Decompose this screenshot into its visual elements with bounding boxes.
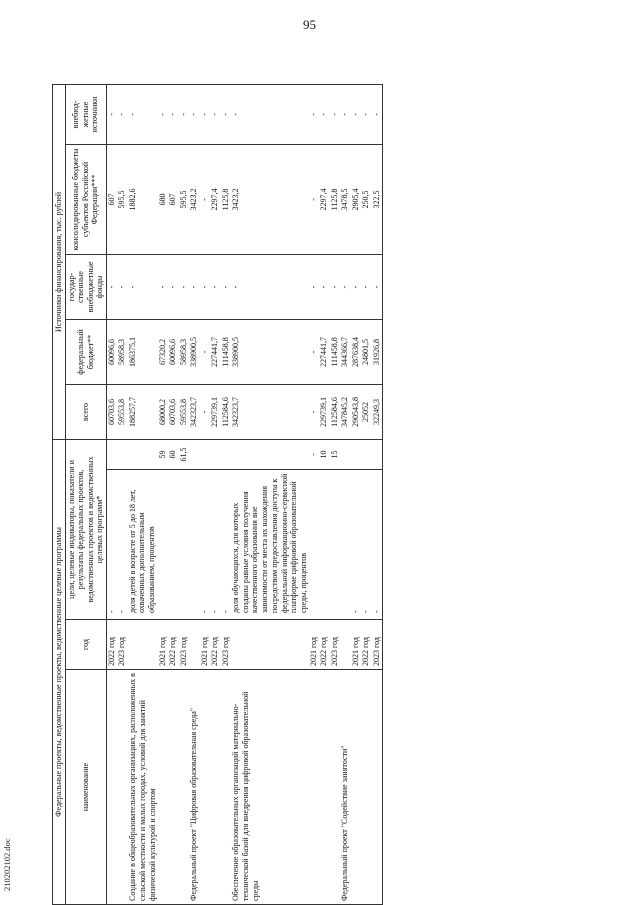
row-regional-budgets: 1125,8 <box>221 144 232 254</box>
row-indicator: - <box>372 470 383 620</box>
row-name <box>117 670 128 905</box>
row-regional-budgets: 607 <box>106 144 117 254</box>
row-indicator <box>330 470 341 620</box>
row-regional-budgets: 2297,4 <box>319 144 330 254</box>
header-funds: государ- ственные внебюджетные фонды <box>65 254 106 319</box>
row-indicator: - <box>210 470 221 620</box>
row-federal-budget: 338900,5 <box>231 319 309 384</box>
row-extrabudgetary-funds: - <box>351 254 362 319</box>
row-total: 347845,2 <box>340 384 351 439</box>
row-year: 2023 год <box>330 620 341 670</box>
row-indicator <box>319 470 330 620</box>
row-regional-budgets: 3478,5 <box>340 144 351 254</box>
table-row <box>319 84 330 904</box>
row-federal-budget: 67320,2 <box>158 319 169 384</box>
row-indicator-value: - <box>309 439 320 469</box>
row-other-sources: - <box>210 84 221 144</box>
row-year: 2023 год <box>221 620 232 670</box>
row-regional-budgets: 2297,4 <box>210 144 221 254</box>
row-year: 2022 год <box>168 620 179 670</box>
row-total: 188257,7 <box>128 384 158 439</box>
row-indicator-value <box>221 439 232 469</box>
row-extrabudgetary-funds: - <box>372 254 383 319</box>
row-other-sources: - <box>106 84 117 144</box>
row-extrabudgetary-funds: - <box>361 254 372 319</box>
row-total: 25052 <box>361 384 372 439</box>
row-other-sources: - <box>309 84 320 144</box>
row-name <box>351 670 362 905</box>
row-name: Федеральный проект "Содействие занятости" <box>340 670 351 905</box>
row-indicator-value: 15 <box>330 439 341 469</box>
row-extrabudgetary-funds: - <box>221 254 232 319</box>
row-regional-budgets: 3423,2 <box>231 144 309 254</box>
row-total: 290543,8 <box>351 384 362 439</box>
table-row <box>200 84 211 904</box>
row-indicator: - <box>351 470 362 620</box>
row-year: 2023 год <box>117 620 128 670</box>
table-row <box>128 84 158 904</box>
table-body <box>106 84 383 904</box>
row-federal-budget: - <box>309 319 320 384</box>
row-regional-budgets: 2905,4 <box>351 144 362 254</box>
row-indicator-value: 61,5 <box>179 439 190 469</box>
row-name <box>221 670 232 905</box>
row-indicator <box>158 470 169 620</box>
table-row <box>372 84 383 904</box>
row-regional-budgets: 680 <box>158 144 169 254</box>
row-indicator <box>179 470 190 620</box>
row-extrabudgetary-funds: - <box>106 254 117 319</box>
row-indicator: - <box>117 470 128 620</box>
row-federal-budget: 227441,7 <box>319 319 330 384</box>
row-indicator-value <box>128 439 158 469</box>
footer-filename: 210202102.doc <box>2 838 12 891</box>
row-indicator-value <box>361 439 372 469</box>
row-year <box>189 620 200 670</box>
row-federal-budget: 60096,6 <box>106 319 117 384</box>
row-regional-budgets: 1125,8 <box>330 144 341 254</box>
row-indicator-value: 60 <box>168 439 179 469</box>
row-extrabudgetary-funds: - <box>128 254 158 319</box>
row-federal-budget: 31926,8 <box>372 319 383 384</box>
row-federal-budget: - <box>200 319 211 384</box>
row-other-sources: - <box>319 84 330 144</box>
row-other-sources: - <box>128 84 158 144</box>
header-year: год <box>65 620 106 670</box>
row-indicator-value <box>231 439 309 469</box>
table-row <box>158 84 169 904</box>
header-indicators: цели, целевые индикаторы, показатели и результаты федеральных проектов, ведомственных проектов и ведомственных целевых программ* <box>65 439 106 619</box>
row-year: 2021 год <box>351 620 362 670</box>
row-indicator-value <box>351 439 362 469</box>
row-total: - <box>200 384 211 439</box>
row-federal-budget: 186375,1 <box>128 319 158 384</box>
row-name <box>361 670 372 905</box>
row-regional-budgets: - <box>309 144 320 254</box>
financing-table <box>52 84 383 905</box>
row-federal-budget: 58958,3 <box>117 319 128 384</box>
row-federal-budget: 111458,8 <box>221 319 232 384</box>
row-federal-budget: 338900,5 <box>189 319 200 384</box>
row-total: 59553,8 <box>117 384 128 439</box>
row-year: 2022 год <box>319 620 330 670</box>
row-name <box>179 670 190 905</box>
row-indicator <box>340 470 351 620</box>
row-total: 68000,2 <box>158 384 169 439</box>
row-year: 2023 год <box>179 620 190 670</box>
row-total: 229739,1 <box>210 384 221 439</box>
row-extrabudgetary-funds: - <box>168 254 179 319</box>
row-other-sources: - <box>158 84 169 144</box>
row-name <box>158 670 169 905</box>
header-federal: федеральный бюджет** <box>65 319 106 384</box>
row-indicator: доля детей в возрасте от 5 до 18 лет, охваченных дополнительным образованием, процентов <box>128 470 158 620</box>
row-indicator-value <box>210 439 221 469</box>
table-row <box>231 84 309 904</box>
row-indicator <box>309 470 320 620</box>
row-indicator: - <box>200 470 211 620</box>
table-row <box>330 84 341 904</box>
row-federal-budget: 111458,8 <box>330 319 341 384</box>
header-sources: Источники финансирования, тыс. рублей <box>53 84 66 439</box>
rotated-table-area <box>52 85 632 905</box>
table-row <box>117 84 128 904</box>
row-total: 32249,3 <box>372 384 383 439</box>
row-other-sources: - <box>351 84 362 144</box>
table-row <box>189 84 200 904</box>
row-regional-budgets: 607 <box>168 144 179 254</box>
row-year: 2022 год <box>106 620 117 670</box>
row-regional-budgets: 322,5 <box>372 144 383 254</box>
row-regional-budgets: 1882,6 <box>128 144 158 254</box>
table-row <box>179 84 190 904</box>
row-total: 342323,7 <box>189 384 200 439</box>
row-year <box>340 620 351 670</box>
row-extrabudgetary-funds: - <box>179 254 190 319</box>
row-year: 2023 год <box>372 620 383 670</box>
row-extrabudgetary-funds: - <box>189 254 200 319</box>
row-other-sources: - <box>330 84 341 144</box>
row-indicator-value: 10 <box>319 439 330 469</box>
row-total: 60703,6 <box>168 384 179 439</box>
row-federal-budget: 227441,7 <box>210 319 221 384</box>
row-indicator-value <box>340 439 351 469</box>
row-total: 112584,6 <box>221 384 232 439</box>
row-year <box>128 620 158 670</box>
row-indicator-value <box>200 439 211 469</box>
row-total: 60703,6 <box>106 384 117 439</box>
row-indicator <box>189 470 200 620</box>
row-indicator: - <box>361 470 372 620</box>
row-name <box>200 670 211 905</box>
table-row <box>309 84 320 904</box>
header-other: внебюд- жетные источники <box>65 84 106 144</box>
row-year <box>231 620 309 670</box>
row-indicator: - <box>106 470 117 620</box>
header-name: наименование <box>65 670 106 905</box>
row-total: 59553,8 <box>179 384 190 439</box>
table-row <box>351 84 362 904</box>
row-total: 112584,6 <box>330 384 341 439</box>
row-year: 2021 год <box>309 620 320 670</box>
row-indicator <box>168 470 179 620</box>
row-other-sources: - <box>361 84 372 144</box>
row-regional-budgets: 3423,2 <box>189 144 200 254</box>
table-row <box>168 84 179 904</box>
row-indicator-value <box>372 439 383 469</box>
row-year: 2021 год <box>200 620 211 670</box>
row-federal-budget: 287638,4 <box>351 319 362 384</box>
row-name: Федеральный проект "Цифровая образовательная среда" <box>189 670 200 905</box>
row-regional-budgets: 595,5 <box>179 144 190 254</box>
row-other-sources: - <box>168 84 179 144</box>
row-name <box>330 670 341 905</box>
row-extrabudgetary-funds: - <box>200 254 211 319</box>
row-extrabudgetary-funds: - <box>340 254 351 319</box>
header-regional: консолидированные бюджеты субъектов Российской Федерации*** <box>65 144 106 254</box>
row-total: - <box>309 384 320 439</box>
row-federal-budget: 58958,3 <box>179 319 190 384</box>
row-year: 2022 год <box>210 620 221 670</box>
page-number: 95 <box>303 17 316 32</box>
row-name: Обеспечение образовательных организаций материально-технической базой для внедрения цифровой образовательной среды <box>231 670 309 905</box>
row-other-sources: - <box>221 84 232 144</box>
row-indicator: доля обучающихся, для которых созданы равные условия получения качественного образования вне зависимости от места их нахождения посредством предоставления доступа к федеральной информационно-сервисной платформе цифровой образовательной среды, процентов <box>231 470 309 620</box>
row-federal-budget: 24801,5 <box>361 319 372 384</box>
row-indicator-value <box>106 439 117 469</box>
row-indicator-value <box>117 439 128 469</box>
row-total: 229739,1 <box>319 384 330 439</box>
row-name <box>168 670 179 905</box>
row-other-sources: - <box>117 84 128 144</box>
table-row <box>221 84 232 904</box>
row-regional-budgets: 250,5 <box>361 144 372 254</box>
row-name: Создание в общеобразовательных организациях, расположенных в сельской местности и малых городах, условий для занятий физической культурой и спортом <box>128 670 158 905</box>
row-other-sources: - <box>340 84 351 144</box>
row-federal-budget: 60096,6 <box>168 319 179 384</box>
row-extrabudgetary-funds: - <box>330 254 341 319</box>
row-extrabudgetary-funds: - <box>158 254 169 319</box>
row-extrabudgetary-funds: - <box>231 254 309 319</box>
row-federal-budget: 344366,7 <box>340 319 351 384</box>
row-other-sources: - <box>189 84 200 144</box>
table-row <box>340 84 351 904</box>
row-name <box>210 670 221 905</box>
row-year: 2022 год <box>361 620 372 670</box>
table-row <box>361 84 372 904</box>
header-total: всего <box>65 384 106 439</box>
row-regional-budgets: 595,5 <box>117 144 128 254</box>
row-indicator-value: 59 <box>158 439 169 469</box>
row-other-sources: - <box>200 84 211 144</box>
row-name <box>106 670 117 905</box>
row-total: 342323,7 <box>231 384 309 439</box>
row-extrabudgetary-funds: - <box>117 254 128 319</box>
row-other-sources: - <box>231 84 309 144</box>
header-section: Федеральные проекты, ведомственные проекты, ведомственные целевые программы <box>53 439 66 904</box>
row-year: 2021 год <box>158 620 169 670</box>
row-extrabudgetary-funds: - <box>309 254 320 319</box>
table-row <box>210 84 221 904</box>
row-other-sources: - <box>372 84 383 144</box>
row-other-sources: - <box>179 84 190 144</box>
table-row <box>106 84 117 904</box>
row-name <box>372 670 383 905</box>
row-extrabudgetary-funds: - <box>210 254 221 319</box>
row-name <box>319 670 330 905</box>
row-indicator: - <box>221 470 232 620</box>
row-name <box>309 670 320 905</box>
row-regional-budgets: - <box>200 144 211 254</box>
row-indicator-value <box>189 439 200 469</box>
row-extrabudgetary-funds: - <box>319 254 330 319</box>
